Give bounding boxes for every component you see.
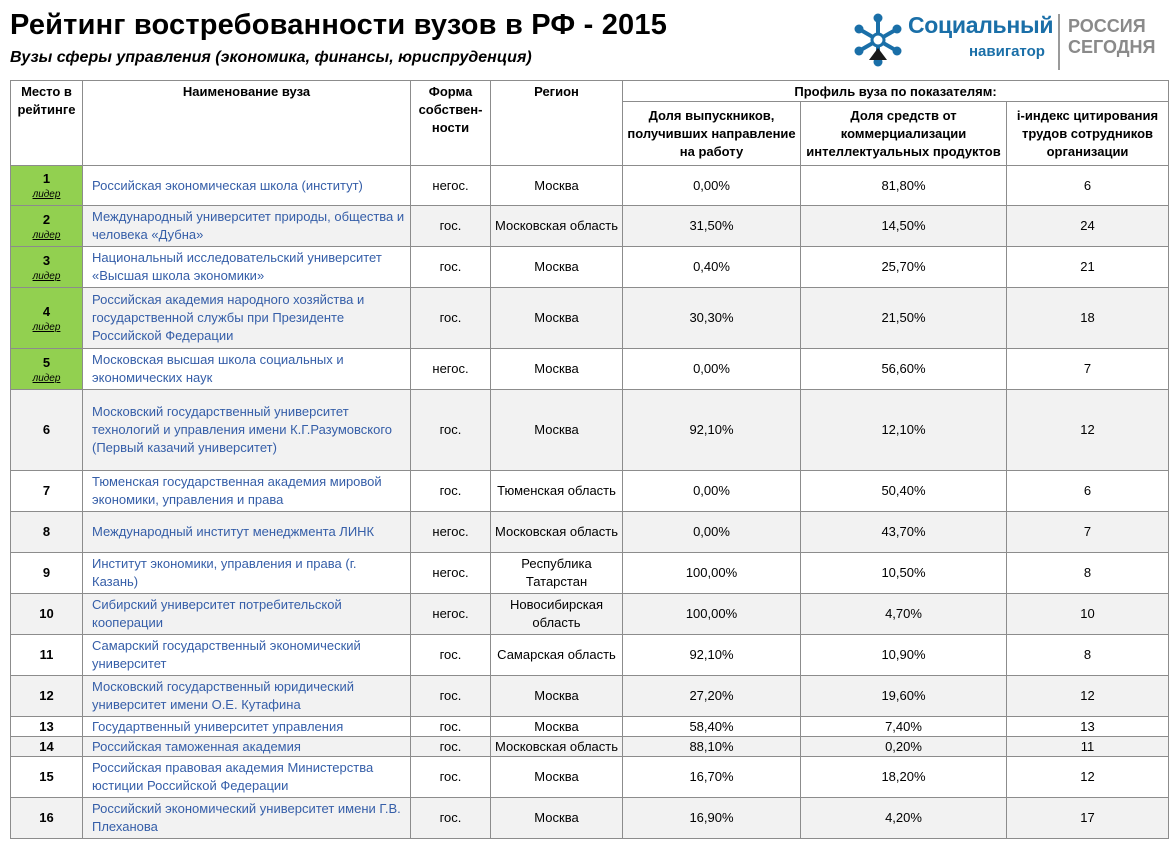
region-cell: Москва xyxy=(491,798,623,839)
ownership-cell: негос. xyxy=(411,594,491,635)
ownership-cell: негос. xyxy=(411,349,491,390)
commercial-share-cell: 25,70% xyxy=(801,247,1007,288)
citation-index-cell: 7 xyxy=(1007,349,1169,390)
rank-number: 9 xyxy=(42,565,51,580)
region-cell: Самарская область xyxy=(491,635,623,676)
rank-number: 8 xyxy=(42,524,51,539)
ownership-cell: гос. xyxy=(411,206,491,247)
university-name[interactable]: Российская академия народного хозяйства и государственной службы при Президенте Российской Федерации xyxy=(83,288,411,349)
leader-label[interactable]: лидер xyxy=(32,270,61,282)
table-row[interactable] xyxy=(11,390,1169,471)
rank-cell xyxy=(11,717,83,737)
col-header-region: Регион xyxy=(491,81,623,166)
rank-cell xyxy=(11,288,83,349)
rank-number: 10 xyxy=(39,606,54,621)
rank-number: 7 xyxy=(42,483,51,498)
snowflake-network-icon xyxy=(850,12,906,68)
commercial-share-cell: 10,50% xyxy=(801,553,1007,594)
rank-cell xyxy=(11,349,83,390)
region-cell: Новосибирская область xyxy=(491,594,623,635)
rank-cell xyxy=(11,166,83,206)
ownership-cell: гос. xyxy=(411,757,491,798)
col-header-citation: i-индекс цитирования трудов сотрудников организации xyxy=(1007,102,1169,166)
region-cell: Москва xyxy=(491,390,623,471)
table-row[interactable] xyxy=(11,757,1169,798)
page-title: Рейтинг востребованности вузов в РФ - 2015 xyxy=(10,9,668,41)
commercial-share-cell: 43,70% xyxy=(801,512,1007,553)
logo-partner xyxy=(1068,16,1156,58)
table-row[interactable] xyxy=(11,247,1169,288)
page-subtitle: Вузы сферы управления (экономика, финансы, юриспруденция) xyxy=(10,49,532,66)
employed-share-cell: 0,00% xyxy=(623,349,801,390)
table-row[interactable] xyxy=(11,737,1169,757)
commercial-share-cell: 19,60% xyxy=(801,676,1007,717)
logo-brand-sub: навигатор xyxy=(969,43,1045,60)
university-name[interactable]: Московский государственный университет технологий и управления имени К.Г.Разумовского (Первый казачий университет) xyxy=(83,390,411,471)
rank-cell xyxy=(11,206,83,247)
table-row[interactable] xyxy=(11,206,1169,247)
citation-index-cell: 21 xyxy=(1007,247,1169,288)
leader-label[interactable]: лидер xyxy=(32,189,61,200)
rank-number: 12 xyxy=(39,688,54,703)
region-cell: Москва xyxy=(491,288,623,349)
col-header-name: Наименование вуза xyxy=(83,81,411,166)
commercial-share-cell: 21,50% xyxy=(801,288,1007,349)
table-row[interactable] xyxy=(11,166,1169,206)
university-name[interactable]: Российский экономический университет имени Г.В. Плеханова xyxy=(83,798,411,839)
logo-brand-name: Социальный xyxy=(908,12,1054,38)
leader-label[interactable]: лидер xyxy=(32,372,61,384)
commercial-share-cell: 56,60% xyxy=(801,349,1007,390)
employed-share-cell: 16,90% xyxy=(623,798,801,839)
university-name[interactable]: Национальный исследовательский университет «Высшая школа экономики» xyxy=(83,247,411,288)
employed-share-cell: 30,30% xyxy=(623,288,801,349)
university-name[interactable]: Российская правовая академия Министерства юстиции Российской Федерации xyxy=(83,757,411,798)
rank-cell xyxy=(11,390,83,471)
employed-share-cell: 92,10% xyxy=(623,390,801,471)
table-row[interactable] xyxy=(11,594,1169,635)
university-name[interactable]: Тюменская государственная академия мировой экономики, управления и права xyxy=(83,471,411,512)
university-name[interactable]: Международный университет природы, общества и человека «Дубна» xyxy=(83,206,411,247)
university-name[interactable]: Самарский государственный экономический университет xyxy=(83,635,411,676)
commercial-share-cell: 4,20% xyxy=(801,798,1007,839)
col-header-profile: Профиль вуза по показателям: xyxy=(623,81,1169,102)
rank-number: 13 xyxy=(39,718,54,734)
table-body xyxy=(11,166,1169,839)
commercial-share-cell: 12,10% xyxy=(801,390,1007,471)
rank-number: 3 xyxy=(42,252,51,268)
employed-share-cell: 100,00% xyxy=(623,553,801,594)
citation-index-cell: 17 xyxy=(1007,798,1169,839)
region-cell: Москва xyxy=(491,349,623,390)
university-name[interactable]: Московский государственный юридический университет имени О.Е. Кутафина xyxy=(83,676,411,717)
rank-cell xyxy=(11,757,83,798)
ownership-cell: гос. xyxy=(411,798,491,839)
citation-index-cell: 8 xyxy=(1007,553,1169,594)
commercial-share-cell: 4,70% xyxy=(801,594,1007,635)
region-cell: Москва xyxy=(491,757,623,798)
citation-index-cell: 7 xyxy=(1007,512,1169,553)
region-cell: Москва xyxy=(491,717,623,737)
leader-label[interactable]: лидер xyxy=(32,229,61,241)
employed-share-cell: 0,00% xyxy=(623,166,801,206)
commercial-share-cell: 0,20% xyxy=(801,737,1007,757)
table-row[interactable] xyxy=(11,553,1169,594)
university-name[interactable]: Сибирский университет потребительской кооперации xyxy=(83,594,411,635)
rank-number: 2 xyxy=(42,211,51,227)
table-row[interactable] xyxy=(11,288,1169,349)
logo-partner-line1: РОССИЯ xyxy=(1068,16,1146,36)
citation-index-cell: 12 xyxy=(1007,676,1169,717)
table-row[interactable] xyxy=(11,471,1169,512)
col-header-employed: Доля выпускников, получивших направление на работу xyxy=(623,102,801,166)
ownership-cell: гос. xyxy=(411,390,491,471)
commercial-share-cell: 7,40% xyxy=(801,717,1007,737)
region-cell: Московская область xyxy=(491,737,623,757)
rank-cell xyxy=(11,471,83,512)
ownership-cell: гос. xyxy=(411,247,491,288)
rank-number: 14 xyxy=(39,738,54,754)
citation-index-cell: 12 xyxy=(1007,757,1169,798)
col-header-ownership: Форма собствен-ности xyxy=(411,81,491,166)
citation-index-cell: 6 xyxy=(1007,471,1169,512)
university-name[interactable]: Российская таможенная академия xyxy=(83,737,411,757)
employed-share-cell: 27,20% xyxy=(623,676,801,717)
ownership-cell: негос. xyxy=(411,553,491,594)
employed-share-cell: 58,40% xyxy=(623,717,801,737)
table-row[interactable] xyxy=(11,717,1169,737)
table-row[interactable] xyxy=(11,349,1169,390)
citation-index-cell: 10 xyxy=(1007,594,1169,635)
region-cell: Москва xyxy=(491,676,623,717)
col-header-rank: Место в рейтинге xyxy=(11,81,83,166)
commercial-share-cell: 14,50% xyxy=(801,206,1007,247)
logo-partner-line2: СЕГОДНЯ xyxy=(1068,37,1156,57)
logo-divider xyxy=(1058,14,1060,70)
rank-number: 4 xyxy=(42,303,51,319)
ownership-cell: гос. xyxy=(411,717,491,737)
region-cell: Московская область xyxy=(491,206,623,247)
commercial-share-cell: 10,90% xyxy=(801,635,1007,676)
region-cell: Республика Татарстан xyxy=(491,553,623,594)
citation-index-cell: 24 xyxy=(1007,206,1169,247)
ownership-cell: гос. xyxy=(411,471,491,512)
employed-share-cell: 92,10% xyxy=(623,635,801,676)
employed-share-cell: 31,50% xyxy=(623,206,801,247)
leader-label[interactable]: лидер xyxy=(32,321,61,333)
col-header-commercial: Доля средств от коммерциализации интеллектуальных продуктов xyxy=(801,102,1007,166)
region-cell: Москва xyxy=(491,166,623,206)
table-row[interactable] xyxy=(11,798,1169,839)
page-header xyxy=(0,0,1172,82)
employed-share-cell: 0,00% xyxy=(623,512,801,553)
employed-share-cell: 0,00% xyxy=(623,471,801,512)
commercial-share-cell: 81,80% xyxy=(801,166,1007,206)
commercial-share-cell: 50,40% xyxy=(801,471,1007,512)
rank-number: 6 xyxy=(42,422,51,437)
ownership-cell: гос. xyxy=(411,737,491,757)
citation-index-cell: 13 xyxy=(1007,717,1169,737)
employed-share-cell: 0,40% xyxy=(623,247,801,288)
ranking-table xyxy=(10,80,1169,839)
rank-cell xyxy=(11,594,83,635)
university-name[interactable]: Московская высшая школа социальных и экономических наук xyxy=(83,349,411,390)
commercial-share-cell: 18,20% xyxy=(801,757,1007,798)
table-row[interactable] xyxy=(11,676,1169,717)
region-cell: Московская область xyxy=(491,512,623,553)
ownership-cell: негос. xyxy=(411,166,491,206)
rank-cell xyxy=(11,553,83,594)
citation-index-cell: 11 xyxy=(1007,737,1169,757)
rank-number: 11 xyxy=(39,647,54,662)
citation-index-cell: 12 xyxy=(1007,390,1169,471)
ownership-cell: негос. xyxy=(411,512,491,553)
employed-share-cell: 100,00% xyxy=(623,594,801,635)
university-name[interactable]: Российская экономическая школа (институт) xyxy=(83,166,411,206)
rank-cell xyxy=(11,247,83,288)
ownership-cell: гос. xyxy=(411,288,491,349)
citation-index-cell: 6 xyxy=(1007,166,1169,206)
rank-cell xyxy=(11,798,83,839)
ownership-cell: гос. xyxy=(411,635,491,676)
university-name[interactable]: Международный институт менеджмента ЛИНК xyxy=(83,512,411,553)
rank-number: 16 xyxy=(39,810,54,825)
rank-cell xyxy=(11,676,83,717)
rank-cell xyxy=(11,512,83,553)
logo[interactable] xyxy=(850,10,1156,72)
rank-number: 5 xyxy=(42,354,51,370)
employed-share-cell: 16,70% xyxy=(623,757,801,798)
employed-share-cell: 88,10% xyxy=(623,737,801,757)
rank-cell xyxy=(11,635,83,676)
citation-index-cell: 18 xyxy=(1007,288,1169,349)
ownership-cell: гос. xyxy=(411,676,491,717)
rank-number: 1 xyxy=(42,171,51,186)
rank-number: 15 xyxy=(39,769,54,784)
table-row[interactable] xyxy=(11,635,1169,676)
table-row[interactable] xyxy=(11,512,1169,553)
rank-cell xyxy=(11,737,83,757)
citation-index-cell: 8 xyxy=(1007,635,1169,676)
region-cell: Тюменская область xyxy=(491,471,623,512)
university-name[interactable]: Институт экономики, управления и права (г. Казань) xyxy=(83,553,411,594)
region-cell: Москва xyxy=(491,247,623,288)
university-name[interactable]: Государтвенный университет управления xyxy=(83,717,411,737)
